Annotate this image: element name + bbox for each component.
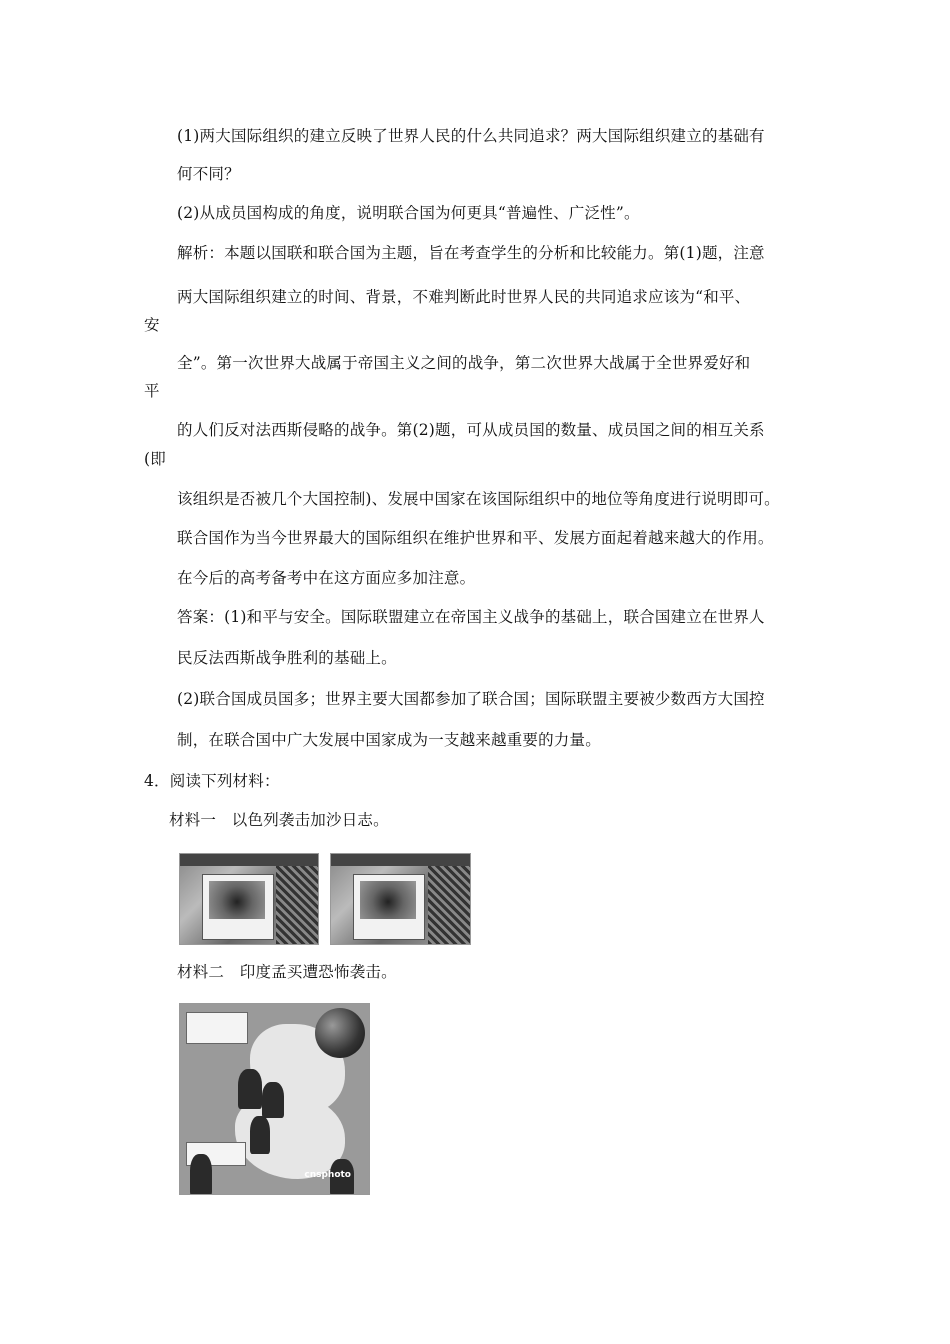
- photo-watermark: cnsphoto: [304, 1170, 351, 1180]
- analysis-line-6: 联合国作为当今世界最大的国际组织在维护世界和平、发展方面起着越来越大的作用。: [177, 529, 774, 547]
- question-4-heading: 4．阅读下列材料：: [144, 772, 280, 790]
- mumbai-attack-map-image: [179, 1003, 370, 1195]
- analysis-line-7: 在今后的高考备考中在这方面应多加注意。: [177, 569, 476, 587]
- material-2-label: 材料二 印度孟买遭恐怖袭击。: [177, 963, 397, 981]
- question-2-line: (2)从成员国构成的角度，说明联合国为何更具“普遍性、广泛性”。: [177, 204, 640, 222]
- gaza-screenshot-image-1: [179, 853, 319, 945]
- answer-line-3: (2)联合国成员国多；世界主要大国都参加了联合国；国际联盟主要被少数西方大国控: [177, 690, 765, 708]
- answer-line-4: 制，在联合国中广大发展中国家成为一支越来越重要的力量。: [177, 731, 601, 749]
- analysis-line-3: 全”。第一次世界大战属于帝国主义之间的战争，第二次世界大战属于全世界爱好和: [177, 354, 751, 372]
- answer-line-2: 民反法西斯战争胜利的基础上。: [177, 649, 397, 667]
- globe-icon: [315, 1008, 365, 1058]
- material-1-label: 材料一 以色列袭击加沙日志。: [169, 811, 389, 829]
- question-1-line-2: 何不同？: [177, 165, 240, 183]
- gaza-screenshot-image-2: [330, 853, 471, 945]
- analysis-line-2-wrap: 安: [144, 316, 160, 334]
- answer-line-1: 答案：(1)和平与安全。国际联盟建立在帝国主义战争的基础上，联合国建立在世界人: [177, 608, 765, 626]
- analysis-line-3-wrap: 平: [144, 382, 160, 400]
- question-1-line-1: (1)两大国际组织的建立反映了世界人民的什么共同追求？两大国际组织建立的基础有: [177, 127, 765, 145]
- analysis-line-5: 该组织是否被几个大国控制)、发展中国家在该国际组织中的地位等角度进行说明即可。: [177, 490, 780, 508]
- analysis-line-1: 解析：本题以国联和联合国为主题，旨在考查学生的分析和比较能力。第(1)题，注意: [177, 244, 765, 262]
- analysis-line-4: 的人们反对法西斯侵略的战争。第(2)题，可从成员国的数量、成员国之间的相互关系: [177, 421, 765, 439]
- analysis-line-2: 两大国际组织建立的时间、背景，不难判断此时世界人民的共同追求应该为“和平、: [177, 288, 751, 306]
- analysis-line-4-wrap: (即: [144, 450, 166, 468]
